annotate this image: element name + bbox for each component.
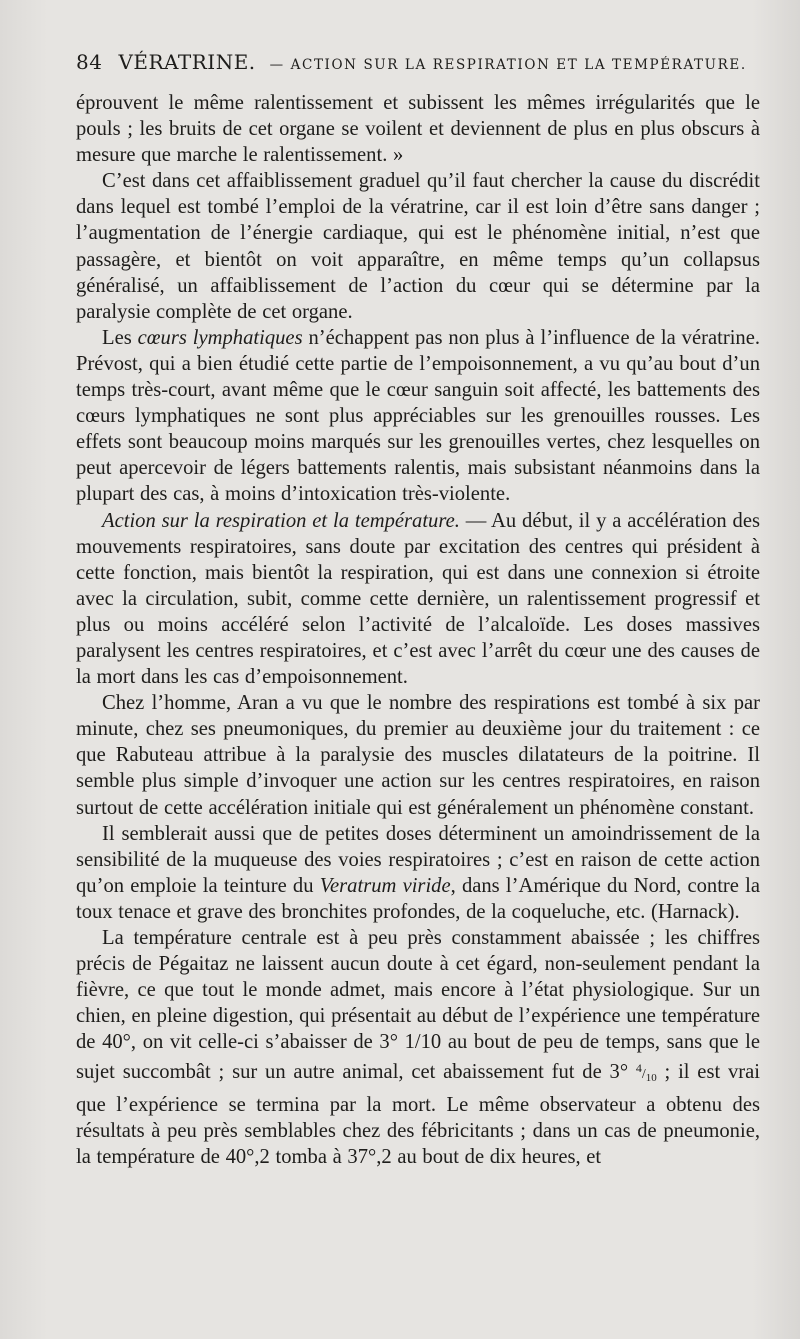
paragraph-7-start: La température centrale est à peu près constamment abaissée ; les chiffres précis de Pégaitaz ne laissent aucun doute à cet égard, non-seulement pendant la fièvre, ce que tout le monde admet, mais encore à l’état physiologique. Sur un chien, en pleine digestion, qui présentait au début de l’expérience une température de 40°, on vit celle-ci s’abaisser de 3° 1/10 au bout de peu de temps, sans que le sujet succombât ; sur un autre animal, cet abaissement fut de 3° bbox=[76, 927, 760, 1084]
paragraph-2: C’est dans cet affaiblissement graduel qu’il faut chercher la cause du discrédit dans lequel est tombé l’emploi de la vératrine, car il est loin d’être sans danger ; l’augmentation de l’énergie cardiaque, qui est le phénomène initial, n’est que passagère, et bientôt on voit apparaître, en même temps qu’un collapsus généralisé, un affaiblissement de l’action du cœur qui se détermine par la paralysie complète de cet organe. bbox=[76, 170, 760, 323]
running-head bbox=[76, 50, 760, 90]
paragraph-7 bbox=[76, 925, 760, 1170]
paragraph-6-rest: , dans l’Amérique du Nord, contre la toux tenace et grave des bronchites profondes, de la coqueluche, etc. (Harnack). bbox=[76, 874, 760, 923]
paragraph-4-rest: — Au début, il y a accélération des mouvements respiratoires, sans doute par excitation des centres qui président à cette fonction, mais bientôt la respiration, qui est dans une connexion si étroite avec la circulation, subit, comme cette dernière, un ralentissement progressif et plus ou moins accéléré selon l’activité de l’alcaloïde. Les doses massives paralysent les centres respiratoires, et c’est avec l’arrêt du cœur une des causes de la mort dans les cas d’empoisonnement. bbox=[76, 509, 760, 689]
paragraph-6 bbox=[76, 821, 760, 925]
section-heading-respiration: Action sur la respiration et la température. bbox=[102, 509, 460, 532]
page-number: 84 bbox=[76, 50, 103, 74]
paragraph-3-rest: n’échappent pas non plus à l’influence de la vératrine. Prévost, qui a bien étudié cette partie de l’empoisonnement, a vu qu’au bout d’un temps très-court, avant même que le cœur sanguin soit affecté, les battements des cœurs lymphatiques ne sont plus appréciables sur les grenouilles rousses. Les effets sont beaucoup moins marqués sur les grenouilles vertes, chez lesquelles on peut apercevoir de légers battements ralentis, mais subsistant néanmoins dans la plupart des cas, à moins d’intoxication très-violente. bbox=[76, 326, 761, 506]
paragraph-5: Chez l’homme, Aran a vu que le nombre des respirations est tombé à six par minute, chez ses pneumoniques, du premier au deuxième jour du traitement : ce que Rabuteau attribue à la paralysie des muscles dilatateurs de la poitrine. Il semble plus simple d’invoquer une action sur les centres respiratoires, en raison surtout de cette accélération initiale qui est généralement un phénomène constant. bbox=[76, 692, 760, 819]
fraction-numerator: 4 bbox=[635, 1061, 642, 1076]
body-text bbox=[76, 90, 760, 1170]
paragraph-3-start: Les bbox=[102, 326, 138, 349]
chapter-title: VÉRATRINE. bbox=[118, 50, 256, 74]
italic-term-veratrum-viride: Veratrum viride bbox=[319, 874, 451, 897]
paragraph-3 bbox=[76, 325, 760, 508]
paragraph-4 bbox=[76, 508, 760, 691]
paragraph-7-rest: ; il est vrai que l’expérience se termina par la mort. Le même observateur a obtenu des résultats à peu près semblables chez des fébricitants ; dans un cas de pneumonie, la température de 40°,2 tomba à 37°,2 au bout de dix heures, et bbox=[76, 1061, 760, 1168]
fraction-denominator: 10 bbox=[645, 1072, 657, 1085]
paragraph-6-start: Il semblerait aussi que de petites doses déterminent un amoindrissement de la sensibilité de la muqueuse des voies respiratoires ; c’est en raison de cette action qu’on emploie la teinture du bbox=[76, 822, 760, 897]
paragraph-1: éprouvent le même ralentissement et subissent les mêmes irrégularités que le pouls ; les bruits de cet organe se voilent et deviennent de plus en plus obscurs à mesure que marche le ralentissement. » bbox=[76, 92, 760, 167]
section-subtitle: — ACTION SUR LA RESPIRATION ET LA TEMPÉRATURE. bbox=[269, 57, 747, 73]
italic-term-coeurs-lymphatiques: cœurs lymphatiques bbox=[137, 326, 303, 349]
fraction-four-tenths: $^4/_{10}$ bbox=[635, 1061, 657, 1085]
